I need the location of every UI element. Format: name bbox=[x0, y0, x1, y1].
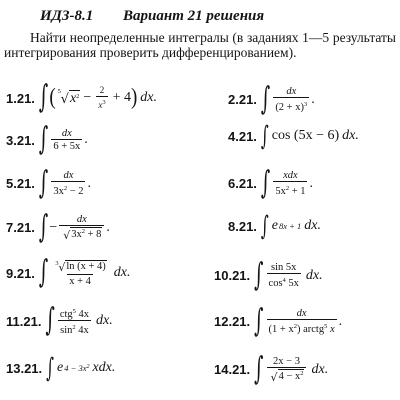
problem-10 bbox=[214, 256, 323, 293]
root-symbol: √ bbox=[60, 92, 69, 108]
fraction bbox=[51, 260, 108, 287]
integral-sign: ∫ bbox=[38, 120, 49, 158]
den-argument: 5x bbox=[288, 278, 299, 289]
denominator bbox=[51, 181, 85, 197]
instructions: Найти неопределенные интегралы (в заданиях 1—5 результаты интегрирования проверить дифференцированием). bbox=[4, 30, 396, 60]
minus: − bbox=[83, 90, 92, 105]
radical bbox=[271, 369, 305, 383]
radical bbox=[55, 260, 106, 273]
fraction bbox=[58, 306, 91, 336]
problem-11 bbox=[6, 301, 113, 339]
problem-number: 2.21. bbox=[228, 92, 257, 107]
numerator: dx bbox=[63, 170, 74, 181]
problem-3 bbox=[6, 120, 88, 158]
den-exponent: 2 bbox=[81, 228, 85, 235]
problem-number: 8.21. bbox=[228, 218, 257, 234]
fraction bbox=[267, 308, 337, 335]
integral-sign: ∫ bbox=[38, 208, 49, 246]
denominator bbox=[58, 320, 91, 336]
problem-number: 13.21. bbox=[6, 360, 43, 376]
problem-13 bbox=[6, 351, 116, 383]
den-base: 3x bbox=[53, 186, 64, 197]
differential: dx. bbox=[113, 265, 131, 281]
radical bbox=[57, 87, 81, 108]
problem-6 bbox=[228, 164, 313, 201]
punctuation: . bbox=[84, 132, 88, 147]
punctuation: . bbox=[106, 219, 110, 235]
den-tail: + 8 bbox=[87, 229, 102, 240]
problem-number: 12.21. bbox=[214, 314, 251, 329]
integral-sign: ∫ bbox=[260, 119, 269, 151]
denominator bbox=[273, 181, 307, 197]
integral-sign: ∫ bbox=[38, 78, 49, 116]
numerator: xdx bbox=[283, 170, 298, 181]
den-function: cos bbox=[268, 278, 283, 289]
base: x bbox=[69, 90, 77, 106]
problem-number: 14.21. bbox=[214, 362, 251, 378]
punctuation: . bbox=[309, 175, 313, 191]
num-function: ctg bbox=[59, 309, 73, 320]
integrand: cos (5x − 6) bbox=[271, 128, 340, 143]
sheet-header bbox=[40, 8, 264, 25]
den-exponent: 2 bbox=[285, 185, 290, 192]
fraction bbox=[267, 356, 307, 384]
den-tail: + 1 bbox=[291, 186, 306, 197]
radical bbox=[63, 227, 102, 241]
exponent bbox=[64, 363, 89, 373]
problem-2 bbox=[228, 80, 315, 117]
punctuation: . bbox=[87, 175, 91, 191]
exponent-main: 4 − 3x bbox=[64, 363, 87, 373]
numerator: dx bbox=[296, 308, 307, 319]
fraction bbox=[51, 170, 85, 197]
problem-number: 5.21. bbox=[6, 176, 35, 191]
den-exponent: 3 bbox=[303, 101, 308, 108]
den-tail: − 2 bbox=[69, 186, 84, 197]
exponent: 8x + 1 bbox=[278, 221, 302, 231]
integral-sign: ∫ bbox=[254, 256, 264, 293]
denominator bbox=[273, 97, 309, 113]
punctuation: . bbox=[338, 313, 343, 329]
differential: dx. bbox=[304, 218, 321, 233]
root-symbol: √ bbox=[63, 228, 71, 242]
integral-sign: ∫ bbox=[38, 254, 49, 291]
den-part-c: x bbox=[329, 324, 335, 335]
assignment-title: ИДЗ-8.1 bbox=[40, 8, 94, 24]
den-function: sin bbox=[60, 325, 73, 336]
fraction bbox=[51, 128, 82, 152]
root-symbol: √ bbox=[270, 370, 278, 384]
problem-number: 9.21. bbox=[6, 265, 35, 281]
den-argument: 4x bbox=[78, 325, 89, 336]
radicand: ln (x + 4) bbox=[66, 261, 106, 272]
fraction bbox=[96, 86, 107, 110]
root-index: 3 bbox=[55, 260, 59, 267]
den-part-a-exponent: 2 bbox=[293, 323, 297, 330]
denominator bbox=[267, 273, 301, 289]
radicand bbox=[278, 369, 305, 383]
radicand bbox=[70, 227, 102, 241]
denominator bbox=[59, 225, 104, 242]
den-exponent: 2 bbox=[72, 324, 76, 331]
denominator bbox=[96, 96, 107, 111]
paren-right: ) bbox=[130, 84, 138, 110]
problem-4 bbox=[228, 119, 359, 151]
problem-number: 10.21. bbox=[214, 268, 251, 283]
fraction bbox=[59, 214, 104, 242]
integral-sign: ∫ bbox=[254, 350, 264, 388]
problem-number: 3.21. bbox=[6, 132, 35, 148]
differential: dx. bbox=[140, 90, 158, 105]
integral-sign: ∫ bbox=[38, 164, 49, 201]
den-part-b: ) arctg bbox=[296, 324, 325, 335]
integral-sign: ∫ bbox=[254, 302, 264, 339]
differential: xdx. bbox=[92, 360, 116, 375]
problem-14 bbox=[214, 350, 329, 388]
den-base: 5x bbox=[275, 186, 286, 197]
denominator bbox=[267, 367, 307, 384]
integral-sign: ∫ bbox=[46, 351, 54, 383]
fraction bbox=[273, 86, 309, 113]
den-exponent: 2 bbox=[300, 370, 304, 377]
num-exponent: 5 bbox=[72, 308, 76, 315]
root-symbol: √ bbox=[58, 260, 66, 274]
problem-number: 4.21. bbox=[228, 128, 257, 144]
base: e bbox=[56, 360, 64, 375]
problem-number: 11.21. bbox=[6, 313, 42, 329]
numerator bbox=[58, 306, 91, 320]
integral-sign: ∫ bbox=[260, 80, 271, 117]
numerator bbox=[51, 260, 108, 274]
problem-9 bbox=[6, 254, 131, 291]
numerator: sin 5x bbox=[271, 262, 297, 273]
punctuation: . bbox=[311, 91, 315, 107]
den-part-b-exponent: 5 bbox=[324, 323, 328, 330]
integral-sign: ∫ bbox=[45, 301, 55, 339]
numerator: dx bbox=[76, 214, 87, 225]
differential: dx. bbox=[311, 361, 329, 377]
problem-number: 1.21. bbox=[6, 90, 35, 106]
radicand bbox=[69, 90, 80, 106]
root-index: 5 bbox=[57, 87, 61, 95]
den-part-a: (1 + x bbox=[268, 324, 294, 335]
differential: dx. bbox=[305, 267, 323, 283]
problem-number: 7.21. bbox=[6, 220, 35, 236]
den-base: x bbox=[98, 99, 103, 110]
denominator: 6 + 5x bbox=[53, 141, 81, 152]
integral-sign: ∫ bbox=[260, 164, 271, 201]
numerator: 2x − 3 bbox=[273, 356, 300, 367]
den-exponent: 3 bbox=[102, 98, 106, 106]
differential: dx. bbox=[96, 313, 113, 328]
minus: − bbox=[49, 219, 58, 235]
paren-left: ( bbox=[49, 84, 56, 110]
exponent-power: 2 bbox=[86, 364, 90, 370]
den-base: (2 + x) bbox=[275, 102, 304, 113]
den-exponent: 4 bbox=[282, 277, 286, 284]
denominator bbox=[267, 319, 337, 335]
exponent: 2 bbox=[76, 92, 80, 100]
den-base: 3x bbox=[71, 229, 82, 240]
den-base: 4 − x bbox=[278, 371, 301, 382]
numerator: dx bbox=[286, 86, 297, 97]
denominator: x + 4 bbox=[69, 275, 91, 287]
variant-title: Вариант 21 решения bbox=[123, 8, 265, 24]
plus-term: + 4 bbox=[112, 90, 131, 105]
problem-12 bbox=[214, 302, 343, 339]
fraction bbox=[273, 170, 307, 197]
den-exponent: 2 bbox=[63, 185, 68, 192]
problem-1 bbox=[6, 78, 158, 116]
differential: dx. bbox=[342, 128, 359, 143]
problem-number: 6.21. bbox=[228, 176, 257, 191]
num-argument: 4x bbox=[78, 309, 90, 320]
problem-8 bbox=[228, 209, 321, 241]
base: e bbox=[271, 218, 278, 233]
fraction bbox=[267, 262, 301, 289]
problem-7 bbox=[6, 208, 110, 246]
problem-5 bbox=[6, 164, 91, 201]
numerator: 2 bbox=[99, 85, 105, 95]
numerator: dx bbox=[61, 128, 72, 139]
integral-sign: ∫ bbox=[260, 209, 269, 241]
